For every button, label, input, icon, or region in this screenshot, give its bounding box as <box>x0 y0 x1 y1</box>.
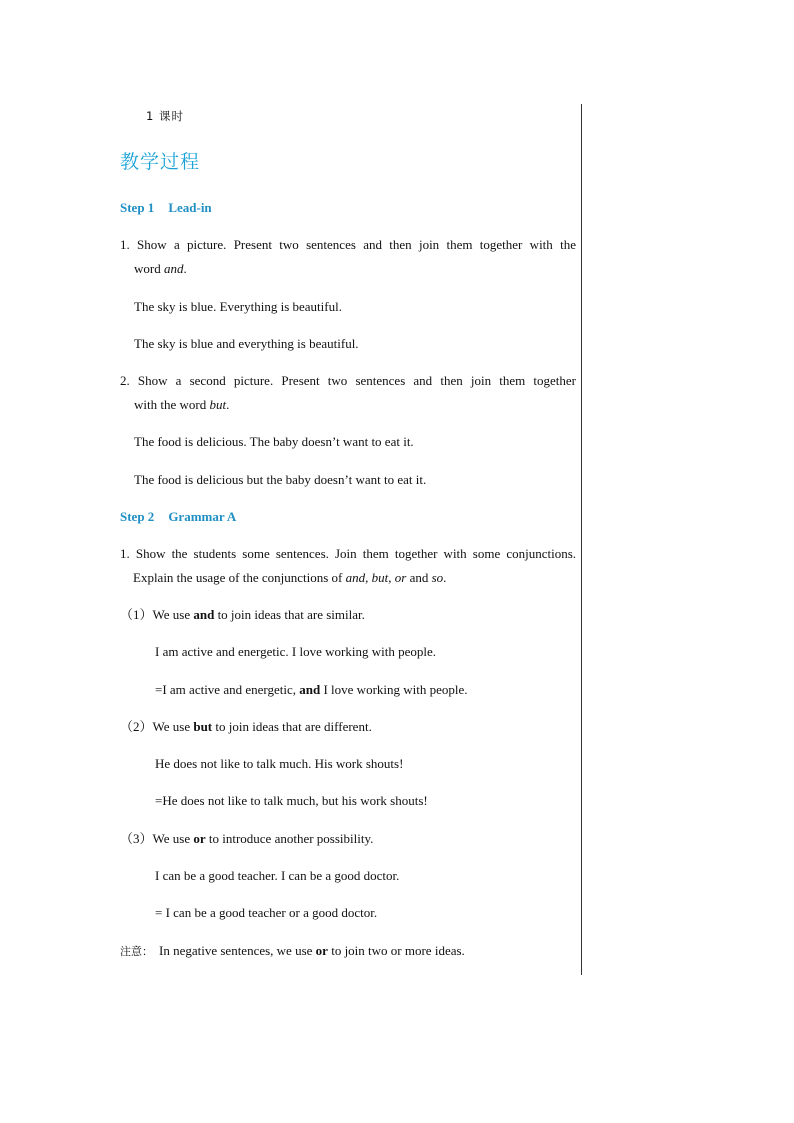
text-run: , <box>365 570 372 585</box>
text-run: We use <box>152 719 194 734</box>
text-run: to introduce another possibility. <box>205 831 374 846</box>
text-run: I love working with people. <box>320 682 468 697</box>
step2-title: Grammar A <box>168 509 237 524</box>
text-run: to join ideas that are different. <box>212 719 372 734</box>
step1-example1a: The sky is blue. Everything is beautiful. <box>134 299 342 314</box>
rule3-marker: （3） <box>120 831 153 846</box>
rule2-joined: =He does not like to talk much, but his work shouts! <box>155 793 428 808</box>
emphasis-but: but <box>209 397 227 412</box>
step1-item2-line2 <box>134 397 229 413</box>
emphasis-so: so <box>431 570 444 585</box>
text-run: We use <box>152 607 194 622</box>
text-run: to join ideas that are similar. <box>214 607 365 622</box>
step1-example2b: The food is delicious but the baby doesn’t want to eat it. <box>134 472 427 487</box>
step2-number: Step 2 <box>120 509 155 524</box>
keyword-and: and <box>193 607 215 622</box>
step1-example2a: The food is delicious. The baby doesn’t want to eat it. <box>134 434 414 449</box>
text-run: We use <box>152 831 194 846</box>
step1-heading <box>120 200 212 216</box>
rule3-line <box>120 831 373 847</box>
rule2-marker: （2） <box>120 719 153 734</box>
rule2-example: He does not like to talk much. His work shouts! <box>155 756 404 771</box>
text-run: to join two or more ideas. <box>327 943 465 958</box>
emphasis-and: and <box>163 261 184 276</box>
text-run: . <box>443 570 447 585</box>
text-run: and <box>406 570 432 585</box>
keyword-or: or <box>315 943 328 958</box>
text-run: Explain the usage of the conjunctions of <box>133 570 346 585</box>
step1-item2-line1: 2. Show a second picture. Present two sentences and then join them together <box>120 373 576 388</box>
rule3-example: I can be a good teacher. I can be a good doctor. <box>155 868 400 883</box>
keyword-and: and <box>299 682 321 697</box>
step1-item1-line2 <box>134 261 187 277</box>
step2-heading <box>120 509 236 525</box>
step1-title: Lead-in <box>168 200 212 215</box>
note-line <box>120 943 465 960</box>
section-title: 教学过程 <box>120 151 201 173</box>
text-run: . <box>226 397 230 412</box>
rule2-line <box>120 719 372 735</box>
text-run: , <box>388 570 395 585</box>
rule1-example: I am active and energetic. I love working with people. <box>155 644 436 659</box>
step2-item1-line2 <box>133 570 446 586</box>
right-margin-rule <box>581 104 582 975</box>
emphasis-and: and <box>345 570 366 585</box>
keyword-but: but <box>193 719 213 734</box>
text-run: . <box>183 261 187 276</box>
step2-item1-line1: 1. Show the students some sentences. Join them together with some conjunctions. <box>120 546 576 561</box>
text-run: word <box>134 261 164 276</box>
text-run: =I am active and energetic, <box>155 682 300 697</box>
rule1-line <box>120 607 365 623</box>
note-label: 注意： <box>120 945 153 958</box>
step1-item1-line1: 1. Show a picture. Present two sentences and then join them together with the <box>120 237 576 252</box>
rule1-joined <box>155 682 468 698</box>
text-run: In negative sentences, we use <box>159 943 316 958</box>
emphasis-but: but <box>371 570 389 585</box>
rule3-joined: = I can be a good teacher or a good doctor. <box>155 905 378 920</box>
rule1-marker: （1） <box>120 607 153 622</box>
step1-example1b: The sky is blue and everything is beautiful. <box>134 336 359 351</box>
text-run: with the word <box>134 397 210 412</box>
emphasis-or: or <box>394 570 407 585</box>
step1-number: Step 1 <box>120 200 155 215</box>
keyword-or: or <box>193 831 206 846</box>
period-label: 1 课时 <box>146 109 184 123</box>
